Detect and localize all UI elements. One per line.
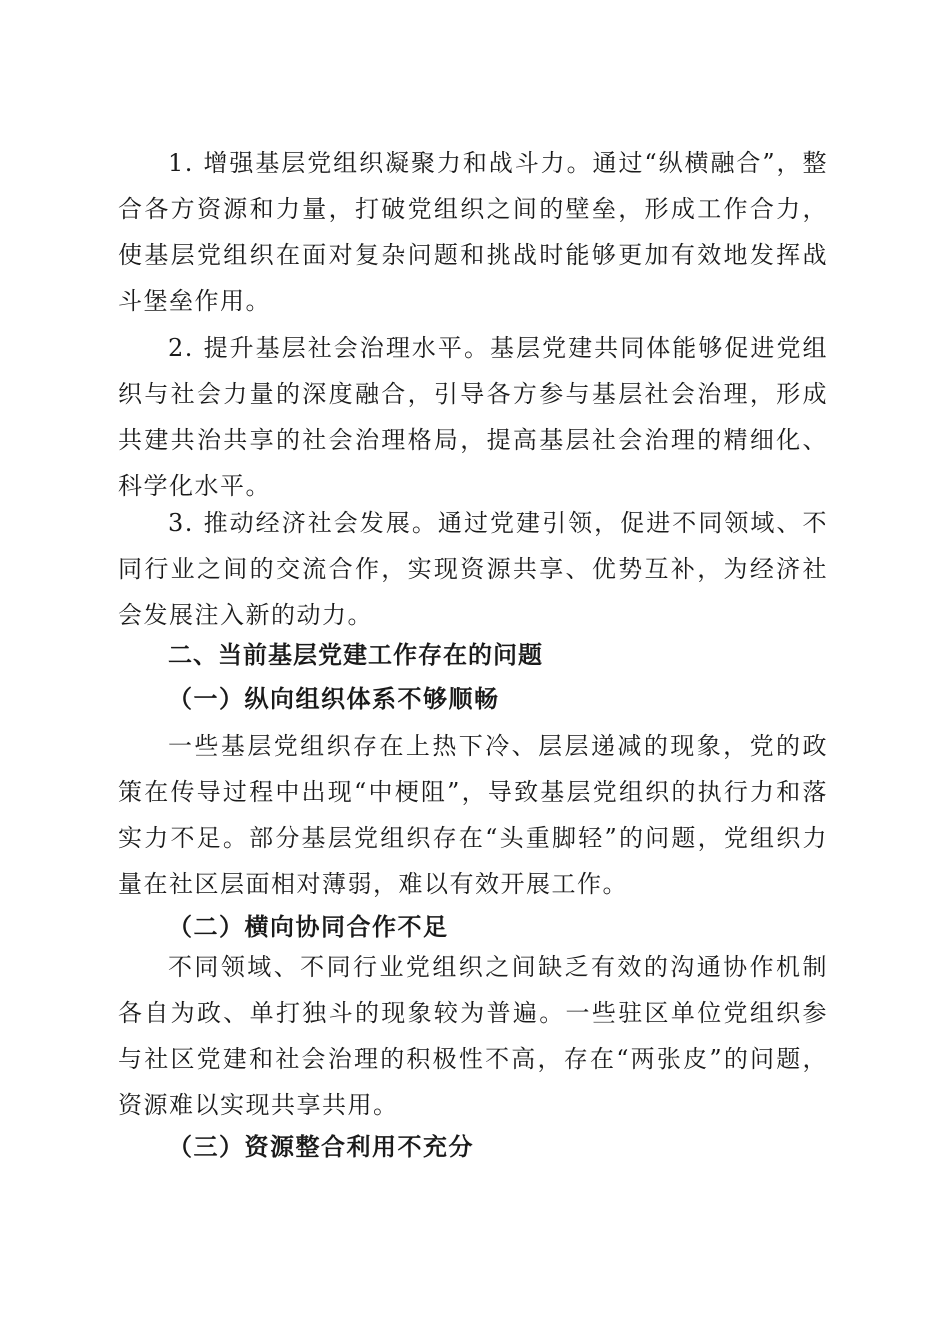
section-heading-problems: 二、当前基层党建工作存在的问题 — [168, 641, 543, 669]
subheading-resource-integration: （三）资源整合利用不充分 — [168, 1132, 474, 1161]
paragraph-development: 3. 推动经济社会发展。通过党建引领，促进不同领域、不同行业之间的交流合作，实现资源共享、优势互补，为经济社会发展注入新的动力。 — [118, 509, 828, 629]
paragraph-governance: 2. 提升基层社会治理水平。基层党建共同体能够促进党组织与社会力量的深度融合，引导各方参与基层社会治理，形成共建共治共享的社会治理格局，提高基层社会治理的精细化、科学化水平。 — [118, 334, 828, 500]
subheading-horizontal-cooperation: （二）横向协同合作不足 — [168, 912, 449, 941]
paragraph-horizontal-cooperation: 不同领域、不同行业党组织之间缺乏有效的沟通协作机制各自为政、单打独斗的现象较为普遍。一些驻区单位党组织参与社区党建和社会治理的积极性不高，存在“两张皮”的问题，资源难以实现共享共用。 — [118, 953, 828, 1119]
paragraph-vertical-system: 一些基层党组织存在上热下冷、层层递减的现象，党的政策在传导过程中出现“中梗阻”，导致基层党组织的执行力和落实力不足。部分基层党组织存在“头重脚轻”的问题，党组织力量在社区层面相对薄弱，难以有效开展工作。 — [118, 732, 828, 898]
paragraph-cohesion: 1. 增强基层党组织凝聚力和战斗力。通过“纵横融合”，整合各方资源和力量，打破党组织之间的壁垒，形成工作合力，使基层党组织在面对复杂问题和挑战时能够更加有效地发挥战斗堡垒作用。 — [118, 149, 828, 315]
subheading-vertical-system: （一）纵向组织体系不够顺畅 — [168, 684, 500, 713]
